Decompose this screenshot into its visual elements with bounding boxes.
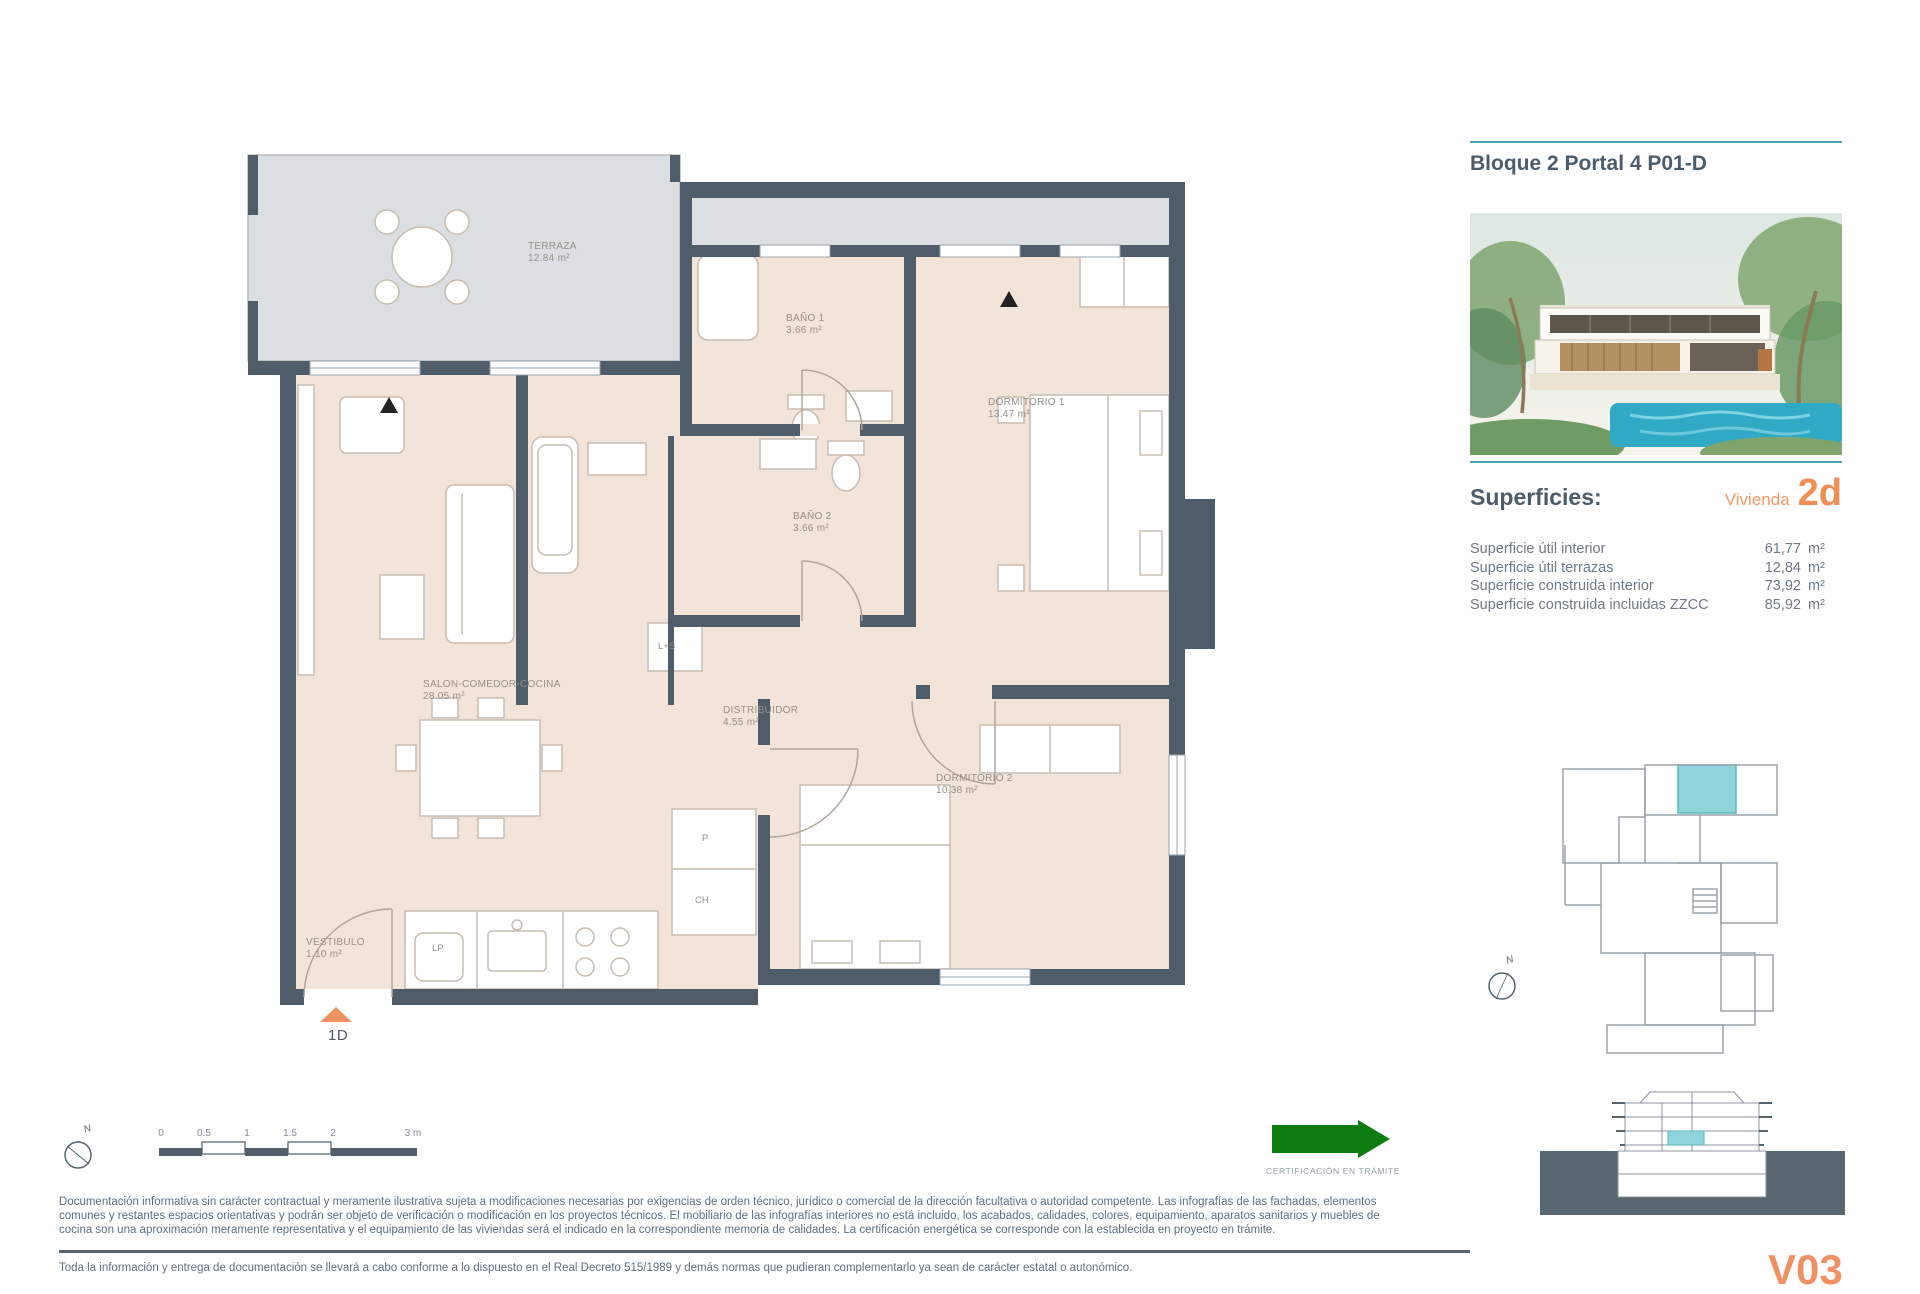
room-label-salon: SALON-COMEDOR-COCINA 28.05 m² [423, 679, 561, 702]
svg-text:0.5: 0.5 [197, 1128, 211, 1139]
table-row: Superficie útil interior 61,77 m² [1470, 541, 1825, 557]
label-washer-lp: LP [432, 943, 444, 954]
room-label-bano1: BAÑO 1 3.66 m² [786, 313, 825, 336]
certification-label: CERTIFICACIÓN EN TRÁMITE [1266, 1166, 1401, 1176]
svg-text:N: N [1504, 953, 1516, 967]
floor-plan-drawing [240, 145, 1240, 1045]
room-label-distribuidor: DISTRIBUIDOR 4.55 m² [723, 705, 799, 728]
key-plan [1545, 755, 1815, 1070]
table-row: Superficie construida interior 73,92 m² [1470, 578, 1825, 594]
floor-plan [240, 145, 1240, 1045]
svg-text:3 m: 3 m [404, 1128, 422, 1139]
label-utility-ch: CH [695, 895, 709, 906]
label-utility-p: P [702, 833, 709, 844]
entrance-arrow-icon [320, 1007, 352, 1022]
svg-text:0: 0 [158, 1128, 164, 1139]
room-label-dormitorio1: DORMITORIO 1 13.47 m² [988, 397, 1065, 420]
svg-text:N: N [82, 1123, 93, 1136]
svg-text:1.5: 1.5 [283, 1128, 297, 1139]
section-diagram [1540, 1085, 1845, 1240]
legal-text: Toda la información y entrega de documentación se llevará a cabo conforme a lo dispuesto en el Real Decreto 515/1989 y demás normas que pudieran complementarlo ya sean de carácter estatal o autonómico. [59, 1262, 1133, 1274]
label-closet-ls: L+S [658, 641, 676, 652]
scale-bar [155, 1126, 425, 1167]
building-rendering [1470, 213, 1842, 460]
superficies-rule [1470, 461, 1842, 463]
superficies-header [1470, 472, 1842, 514]
room-label-bano2: BAÑO 2 3.66 m² [793, 511, 832, 534]
footer-divider [59, 1250, 1470, 1253]
svg-text:1: 1 [244, 1128, 250, 1139]
room-label-terraza: TERRAZA 12.84 m² [528, 241, 577, 264]
vivienda-label: Vivienda [1724, 490, 1790, 509]
title-rule [1470, 141, 1842, 143]
superficies-heading: Superficies: [1470, 484, 1602, 510]
table-row: Superficie construida incluidas ZZCC 85,92 m² [1470, 596, 1825, 613]
vivienda-code: 2d [1797, 472, 1842, 514]
certification-arrow-icon [1272, 1120, 1402, 1169]
scale-compass-icon [58, 1122, 102, 1179]
version-label: V03 [1768, 1246, 1843, 1293]
disclaimer-text: Documentación informativa sin carácter contractual y meramente ilustrativa sujeta a modificaciones necesarias por exigencias de orden técnico, jurídico o comercial de la dirección facultativa o autoridad competente. Las infografías de las fachadas, elementos comunes y restantes espacios orientativas y podrán ser objeto de verificación o modificación en los proyectos técnicos. El mobiliario de las infografías interiores no está incluido, los acabados, calidades, colores, equipamiento, aparatos sanitarios y muebles de cocina son una aproximación meramente representativa y el equipamiento de las viviendas será el indicado en la correspondiente memoria de calidades. La certificación energética se corresponde con la establecida en proyecto en trámite. [59, 1196, 1380, 1236]
room-label-dormitorio2: DORMITORIO 2 10.38 m² [936, 773, 1013, 796]
superficies-table [1470, 540, 1842, 614]
table-row: Superficie útil terrazas 12,84 m² [1470, 559, 1825, 576]
unit-door-label: 1D [328, 1027, 349, 1044]
room-label-vestibulo: VESTIBULO 1.10 m² [306, 937, 365, 960]
page-title: Bloque 2 Portal 4 P01-D [1470, 152, 1707, 175]
svg-text:2: 2 [330, 1128, 336, 1139]
north-compass-icon [1482, 952, 1522, 1011]
